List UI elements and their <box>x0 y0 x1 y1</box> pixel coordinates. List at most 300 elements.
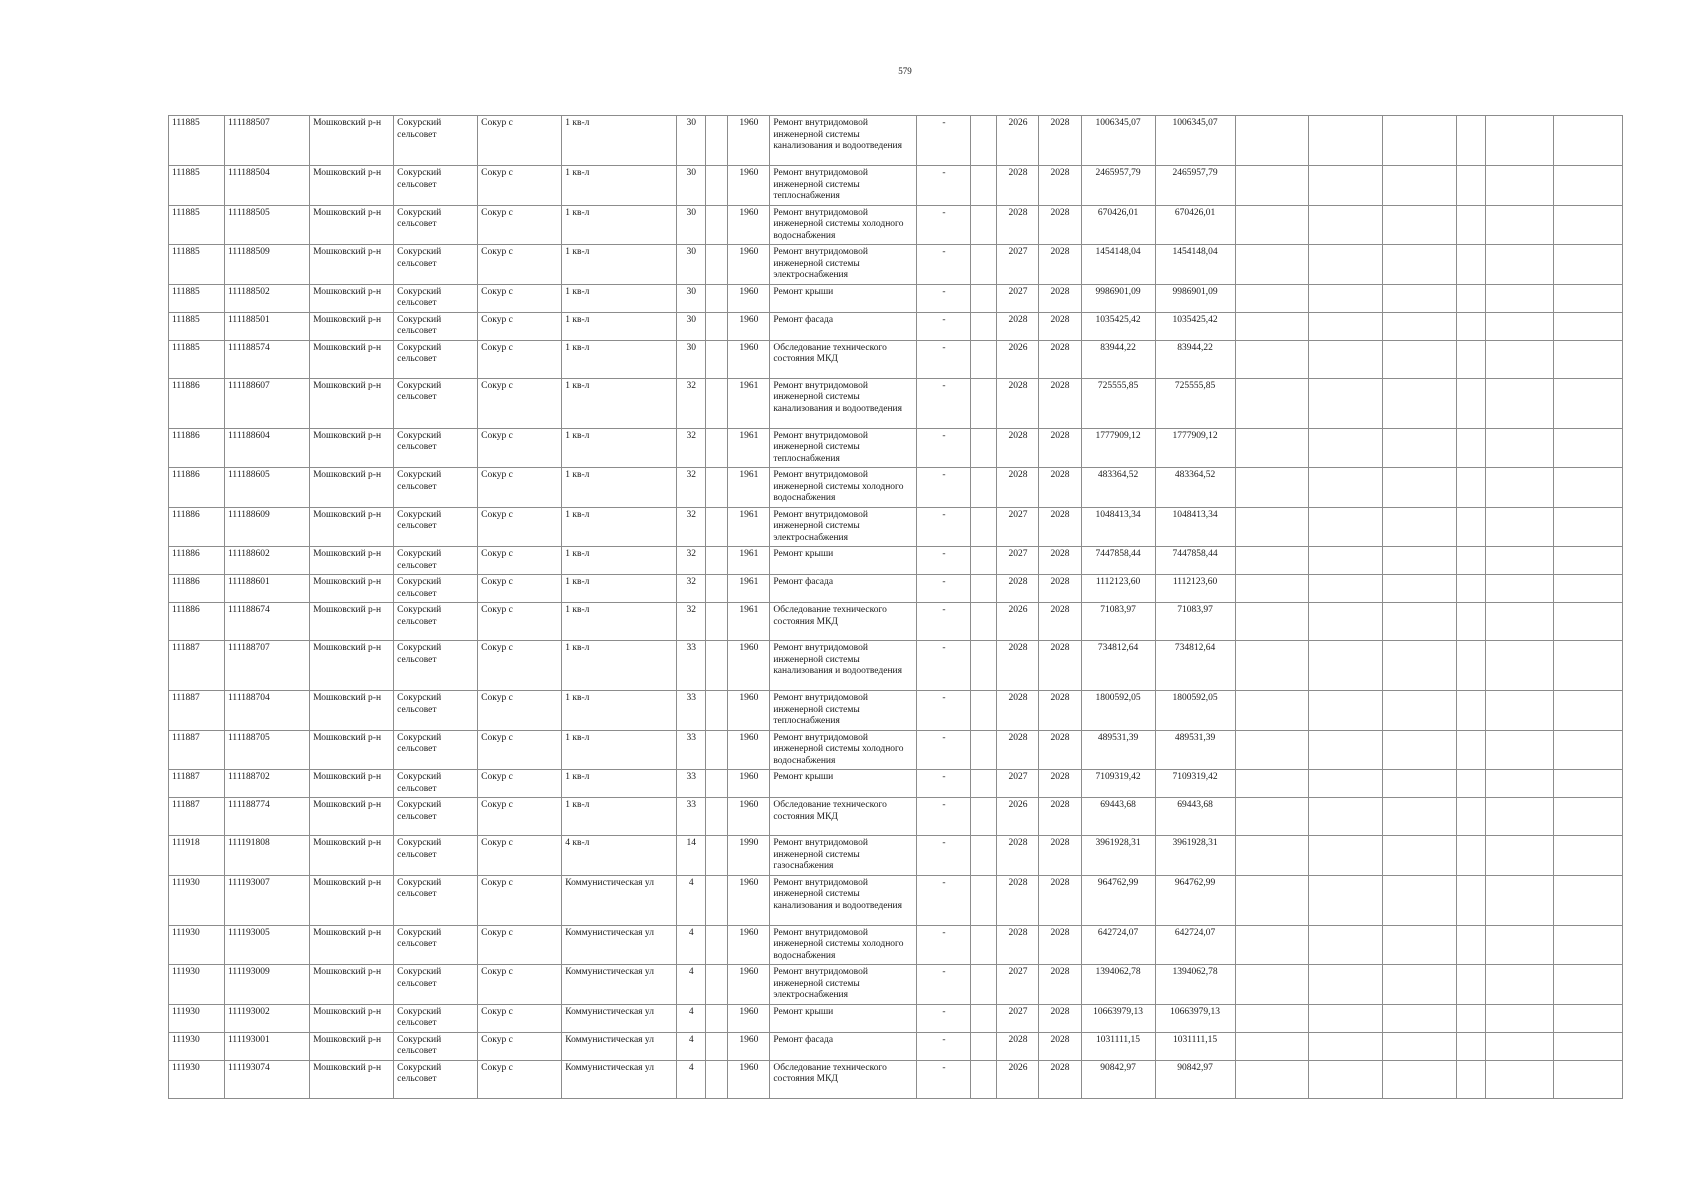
cell-end: 2028 <box>1039 312 1081 340</box>
cell-district: Мошковский р-н <box>310 691 394 731</box>
cell-district: Мошковский р-н <box>310 641 394 691</box>
cell-empty <box>1235 245 1308 285</box>
cell-settlement: Сокур с <box>478 166 562 206</box>
cell-id: 111887 <box>169 730 225 770</box>
cell-district: Мошковский р-н <box>310 1032 394 1060</box>
cell-settlement: Сокур с <box>478 312 562 340</box>
cell-cost: 9986901,09 <box>1081 284 1155 312</box>
cell-council: Сокурский сельсовет <box>394 730 478 770</box>
cell-empty <box>971 603 997 641</box>
cell-empty <box>1485 965 1553 1005</box>
cell-empty <box>1382 378 1456 428</box>
cell-empty <box>706 284 728 312</box>
cell-empty <box>706 468 728 508</box>
cell-dash: - <box>917 312 971 340</box>
cell-code: 111193074 <box>225 1060 310 1098</box>
cell-empty <box>1456 428 1485 468</box>
cell-year: 1960 <box>728 1032 770 1060</box>
cell-dash: - <box>917 603 971 641</box>
cell-empty <box>1308 1004 1382 1032</box>
cell-empty <box>1456 575 1485 603</box>
cell-empty <box>1382 770 1456 798</box>
cell-empty <box>1485 730 1553 770</box>
cell-start: 2028 <box>997 875 1039 925</box>
cell-empty <box>1456 166 1485 206</box>
cell-empty <box>971 312 997 340</box>
cell-start: 2028 <box>997 205 1039 245</box>
cell-id: 111886 <box>169 603 225 641</box>
cell-empty <box>971 836 997 876</box>
cell-district: Мошковский р-н <box>310 378 394 428</box>
cell-year: 1961 <box>728 468 770 508</box>
cell-work: Ремонт фасада <box>770 1032 917 1060</box>
cell-council: Сокурский сельсовет <box>394 1032 478 1060</box>
cell-settlement: Сокур с <box>478 575 562 603</box>
cell-cost: 1006345,07 <box>1081 116 1155 166</box>
cell-total: 489531,39 <box>1155 730 1235 770</box>
cell-empty <box>1485 925 1553 965</box>
cell-empty <box>1308 245 1382 285</box>
cell-empty <box>1456 603 1485 641</box>
cell-total: 734812,64 <box>1155 641 1235 691</box>
cell-empty <box>1485 603 1553 641</box>
page-number: 579 <box>898 66 912 76</box>
cell-end: 2028 <box>1039 428 1081 468</box>
cell-empty <box>971 116 997 166</box>
cell-empty <box>1235 166 1308 206</box>
cell-empty <box>1456 312 1485 340</box>
cell-empty <box>971 641 997 691</box>
cell-settlement: Сокур с <box>478 116 562 166</box>
cell-house: 30 <box>677 116 706 166</box>
cell-total: 90842,97 <box>1155 1060 1235 1098</box>
table-row <box>169 691 1623 731</box>
cell-settlement: Сокур с <box>478 245 562 285</box>
cell-id: 111886 <box>169 507 225 547</box>
cell-dash: - <box>917 205 971 245</box>
cell-work: Ремонт внутридомовой инженерной системы теплоснабжения <box>770 428 917 468</box>
cell-empty <box>1485 340 1553 378</box>
table-row <box>169 166 1623 206</box>
cell-total: 1035425,42 <box>1155 312 1235 340</box>
cell-cost: 1800592,05 <box>1081 691 1155 731</box>
cell-house: 30 <box>677 205 706 245</box>
cell-street: 1 кв-л <box>562 468 677 508</box>
cell-empty <box>971 925 997 965</box>
cell-start: 2028 <box>997 575 1039 603</box>
cell-street: Коммунистическая ул <box>562 925 677 965</box>
cell-street: 1 кв-л <box>562 312 677 340</box>
cell-empty <box>1382 468 1456 508</box>
cell-id: 111918 <box>169 836 225 876</box>
cell-code: 111188607 <box>225 378 310 428</box>
cell-start: 2028 <box>997 468 1039 508</box>
cell-empty <box>1235 730 1308 770</box>
cell-empty <box>1553 575 1622 603</box>
cell-end: 2028 <box>1039 284 1081 312</box>
cell-empty <box>1382 312 1456 340</box>
cell-end: 2028 <box>1039 925 1081 965</box>
cell-year: 1960 <box>728 798 770 836</box>
cell-empty <box>1308 428 1382 468</box>
cell-empty <box>1485 378 1553 428</box>
cell-empty <box>1382 547 1456 575</box>
cell-total: 964762,99 <box>1155 875 1235 925</box>
cell-id: 111885 <box>169 340 225 378</box>
cell-house: 33 <box>677 798 706 836</box>
cell-dash: - <box>917 965 971 1005</box>
cell-dash: - <box>917 1032 971 1060</box>
cell-id: 111885 <box>169 284 225 312</box>
cell-year: 1960 <box>728 340 770 378</box>
cell-end: 2028 <box>1039 770 1081 798</box>
cell-empty <box>1553 1004 1622 1032</box>
table-body <box>169 116 1623 1099</box>
cell-empty <box>1235 925 1308 965</box>
cell-district: Мошковский р-н <box>310 205 394 245</box>
cell-end: 2028 <box>1039 691 1081 731</box>
cell-start: 2027 <box>997 245 1039 285</box>
cell-council: Сокурский сельсовет <box>394 925 478 965</box>
cell-district: Мошковский р-н <box>310 547 394 575</box>
cell-empty <box>1456 340 1485 378</box>
cell-dash: - <box>917 468 971 508</box>
cell-end: 2028 <box>1039 468 1081 508</box>
cell-empty <box>1553 378 1622 428</box>
cell-empty <box>1456 875 1485 925</box>
cell-empty <box>1382 925 1456 965</box>
cell-empty <box>1235 284 1308 312</box>
cell-code: 111188609 <box>225 507 310 547</box>
cell-empty <box>706 770 728 798</box>
cell-district: Мошковский р-н <box>310 730 394 770</box>
cell-cost: 1031111,15 <box>1081 1032 1155 1060</box>
cell-dash: - <box>917 340 971 378</box>
cell-empty <box>1485 312 1553 340</box>
cell-empty <box>1553 116 1622 166</box>
cell-district: Мошковский р-н <box>310 468 394 508</box>
cell-empty <box>971 245 997 285</box>
cell-id: 111885 <box>169 205 225 245</box>
table-row <box>169 312 1623 340</box>
cell-empty <box>1308 340 1382 378</box>
cell-settlement: Сокур с <box>478 1032 562 1060</box>
cell-cost: 69443,68 <box>1081 798 1155 836</box>
cell-end: 2028 <box>1039 965 1081 1005</box>
cell-empty <box>1485 116 1553 166</box>
cell-district: Мошковский р-н <box>310 925 394 965</box>
table-row <box>169 836 1623 876</box>
cell-house: 30 <box>677 340 706 378</box>
cell-house: 32 <box>677 547 706 575</box>
cell-empty <box>971 798 997 836</box>
cell-cost: 1048413,34 <box>1081 507 1155 547</box>
cell-street: 1 кв-л <box>562 284 677 312</box>
cell-start: 2026 <box>997 1060 1039 1098</box>
cell-code: 111188574 <box>225 340 310 378</box>
table-row <box>169 205 1623 245</box>
cell-start: 2027 <box>997 770 1039 798</box>
cell-settlement: Сокур с <box>478 378 562 428</box>
cell-cost: 90842,97 <box>1081 1060 1155 1098</box>
cell-dash: - <box>917 925 971 965</box>
cell-cost: 83944,22 <box>1081 340 1155 378</box>
cell-council: Сокурский сельсовет <box>394 691 478 731</box>
cell-total: 1006345,07 <box>1155 116 1235 166</box>
cell-code: 111188774 <box>225 798 310 836</box>
cell-work: Обследование технического состояния МКД <box>770 1060 917 1098</box>
cell-house: 33 <box>677 641 706 691</box>
cell-work: Ремонт крыши <box>770 547 917 575</box>
cell-settlement: Сокур с <box>478 1060 562 1098</box>
cell-empty <box>1485 770 1553 798</box>
cell-empty <box>971 468 997 508</box>
cell-empty <box>1553 770 1622 798</box>
cell-empty <box>1456 468 1485 508</box>
cell-district: Мошковский р-н <box>310 245 394 285</box>
cell-start: 2028 <box>997 1032 1039 1060</box>
cell-street: Коммунистическая ул <box>562 1032 677 1060</box>
cell-empty <box>1456 798 1485 836</box>
cell-id: 111930 <box>169 925 225 965</box>
cell-empty <box>706 836 728 876</box>
cell-empty <box>971 428 997 468</box>
cell-work: Ремонт внутридомовой инженерной системы теплоснабжения <box>770 166 917 206</box>
cell-work: Ремонт внутридомовой инженерной системы канализования и водоотведения <box>770 378 917 428</box>
cell-cost: 489531,39 <box>1081 730 1155 770</box>
cell-settlement: Сокур с <box>478 340 562 378</box>
cell-start: 2027 <box>997 284 1039 312</box>
cell-council: Сокурский сельсовет <box>394 205 478 245</box>
cell-council: Сокурский сельсовет <box>394 116 478 166</box>
cell-district: Мошковский р-н <box>310 965 394 1005</box>
cell-empty <box>1485 691 1553 731</box>
cell-total: 1048413,34 <box>1155 507 1235 547</box>
cell-empty <box>1235 468 1308 508</box>
cell-dash: - <box>917 284 971 312</box>
cell-empty <box>1553 798 1622 836</box>
cell-empty <box>971 730 997 770</box>
cell-council: Сокурский сельсовет <box>394 641 478 691</box>
cell-total: 642724,07 <box>1155 925 1235 965</box>
cell-empty <box>1308 116 1382 166</box>
cell-street: 1 кв-л <box>562 730 677 770</box>
cell-house: 4 <box>677 1060 706 1098</box>
cell-council: Сокурский сельсовет <box>394 1004 478 1032</box>
cell-settlement: Сокур с <box>478 603 562 641</box>
cell-house: 4 <box>677 1004 706 1032</box>
cell-code: 111193007 <box>225 875 310 925</box>
cell-settlement: Сокур с <box>478 428 562 468</box>
cell-start: 2028 <box>997 166 1039 206</box>
cell-empty <box>706 166 728 206</box>
cell-id: 111886 <box>169 468 225 508</box>
cell-settlement: Сокур с <box>478 836 562 876</box>
table-row <box>169 798 1623 836</box>
cell-settlement: Сокур с <box>478 798 562 836</box>
cell-empty <box>1308 547 1382 575</box>
cell-end: 2028 <box>1039 166 1081 206</box>
cell-empty <box>1235 507 1308 547</box>
cell-empty <box>706 691 728 731</box>
cell-code: 111188502 <box>225 284 310 312</box>
cell-empty <box>1485 875 1553 925</box>
cell-end: 2028 <box>1039 547 1081 575</box>
cell-start: 2028 <box>997 378 1039 428</box>
cell-house: 30 <box>677 166 706 206</box>
cell-empty <box>971 875 997 925</box>
cell-start: 2028 <box>997 428 1039 468</box>
cell-id: 111887 <box>169 770 225 798</box>
cell-total: 483364,52 <box>1155 468 1235 508</box>
cell-total: 1394062,78 <box>1155 965 1235 1005</box>
cell-council: Сокурский сельсовет <box>394 836 478 876</box>
cell-empty <box>1382 641 1456 691</box>
cell-end: 2028 <box>1039 1032 1081 1060</box>
cell-work: Обследование технического состояния МКД <box>770 340 917 378</box>
cell-start: 2028 <box>997 925 1039 965</box>
cell-dash: - <box>917 507 971 547</box>
cell-work: Ремонт внутридомовой инженерной системы холодного водоснабжения <box>770 925 917 965</box>
cell-empty <box>706 965 728 1005</box>
cell-empty <box>1456 965 1485 1005</box>
cell-settlement: Сокур с <box>478 770 562 798</box>
cell-empty <box>1485 575 1553 603</box>
cell-work: Ремонт фасада <box>770 312 917 340</box>
cell-id: 111887 <box>169 641 225 691</box>
cell-empty <box>1308 468 1382 508</box>
cell-empty <box>1553 507 1622 547</box>
cell-council: Сокурский сельсовет <box>394 245 478 285</box>
cell-cost: 483364,52 <box>1081 468 1155 508</box>
cell-empty <box>1485 836 1553 876</box>
cell-empty <box>1235 378 1308 428</box>
cell-end: 2028 <box>1039 340 1081 378</box>
cell-end: 2028 <box>1039 507 1081 547</box>
cell-house: 4 <box>677 925 706 965</box>
cell-code: 111188702 <box>225 770 310 798</box>
cell-empty <box>1553 691 1622 731</box>
cell-council: Сокурский сельсовет <box>394 1060 478 1098</box>
cell-year: 1961 <box>728 575 770 603</box>
cell-code: 111188501 <box>225 312 310 340</box>
cell-settlement: Сокур с <box>478 641 562 691</box>
cell-district: Мошковский р-н <box>310 284 394 312</box>
cell-work: Ремонт внутридомовой инженерной системы холодного водоснабжения <box>770 468 917 508</box>
cell-empty <box>1308 925 1382 965</box>
cell-empty <box>1382 205 1456 245</box>
cell-work: Ремонт внутридомовой инженерной системы теплоснабжения <box>770 691 917 731</box>
cell-year: 1961 <box>728 547 770 575</box>
table-row <box>169 245 1623 285</box>
cell-empty <box>1308 965 1382 1005</box>
cell-empty <box>1553 875 1622 925</box>
repair-schedule-table <box>168 115 1623 1099</box>
cell-empty <box>1382 603 1456 641</box>
cell-council: Сокурский сельсовет <box>394 468 478 508</box>
cell-empty <box>1456 641 1485 691</box>
cell-empty <box>1235 116 1308 166</box>
cell-code: 111191808 <box>225 836 310 876</box>
cell-start: 2026 <box>997 798 1039 836</box>
cell-empty <box>1485 1032 1553 1060</box>
cell-empty <box>1235 547 1308 575</box>
cell-district: Мошковский р-н <box>310 1060 394 1098</box>
cell-end: 2028 <box>1039 575 1081 603</box>
cell-empty <box>706 428 728 468</box>
cell-start: 2028 <box>997 641 1039 691</box>
cell-settlement: Сокур с <box>478 468 562 508</box>
table-row <box>169 575 1623 603</box>
table-row <box>169 1004 1623 1032</box>
cell-work: Ремонт крыши <box>770 1004 917 1032</box>
cell-street: 1 кв-л <box>562 603 677 641</box>
table-row <box>169 875 1623 925</box>
cell-total: 725555,85 <box>1155 378 1235 428</box>
cell-house: 4 <box>677 965 706 1005</box>
cell-house: 32 <box>677 468 706 508</box>
cell-empty <box>971 691 997 731</box>
cell-total: 7447858,44 <box>1155 547 1235 575</box>
cell-settlement: Сокур с <box>478 730 562 770</box>
cell-work: Ремонт фасада <box>770 575 917 603</box>
cell-empty <box>706 378 728 428</box>
cell-empty <box>1235 798 1308 836</box>
cell-empty <box>1382 116 1456 166</box>
cell-empty <box>1553 641 1622 691</box>
cell-street: Коммунистическая ул <box>562 965 677 1005</box>
cell-empty <box>971 547 997 575</box>
cell-year: 1960 <box>728 1060 770 1098</box>
cell-empty <box>706 641 728 691</box>
cell-start: 2027 <box>997 507 1039 547</box>
cell-cost: 964762,99 <box>1081 875 1155 925</box>
cell-house: 30 <box>677 245 706 285</box>
cell-dash: - <box>917 166 971 206</box>
cell-dash: - <box>917 836 971 876</box>
cell-house: 32 <box>677 507 706 547</box>
cell-empty <box>706 875 728 925</box>
cell-house: 33 <box>677 730 706 770</box>
cell-code: 111188504 <box>225 166 310 206</box>
cell-empty <box>1456 770 1485 798</box>
cell-empty <box>1382 691 1456 731</box>
cell-empty <box>1308 166 1382 206</box>
cell-settlement: Сокур с <box>478 875 562 925</box>
cell-empty <box>706 575 728 603</box>
cell-dash: - <box>917 547 971 575</box>
cell-street: 1 кв-л <box>562 116 677 166</box>
cell-council: Сокурский сельсовет <box>394 965 478 1005</box>
table-row <box>169 1032 1623 1060</box>
cell-year: 1960 <box>728 116 770 166</box>
cell-code: 111193009 <box>225 965 310 1005</box>
cell-empty <box>1308 507 1382 547</box>
cell-empty <box>1553 1032 1622 1060</box>
cell-street: 1 кв-л <box>562 798 677 836</box>
cell-empty <box>1308 312 1382 340</box>
cell-house: 32 <box>677 428 706 468</box>
cell-total: 1454148,04 <box>1155 245 1235 285</box>
cell-code: 111193005 <box>225 925 310 965</box>
cell-end: 2028 <box>1039 1060 1081 1098</box>
cell-empty <box>1553 925 1622 965</box>
cell-work: Обследование технического состояния МКД <box>770 603 917 641</box>
cell-street: 1 кв-л <box>562 507 677 547</box>
cell-total: 1112123,60 <box>1155 575 1235 603</box>
cell-cost: 71083,97 <box>1081 603 1155 641</box>
cell-empty <box>971 284 997 312</box>
